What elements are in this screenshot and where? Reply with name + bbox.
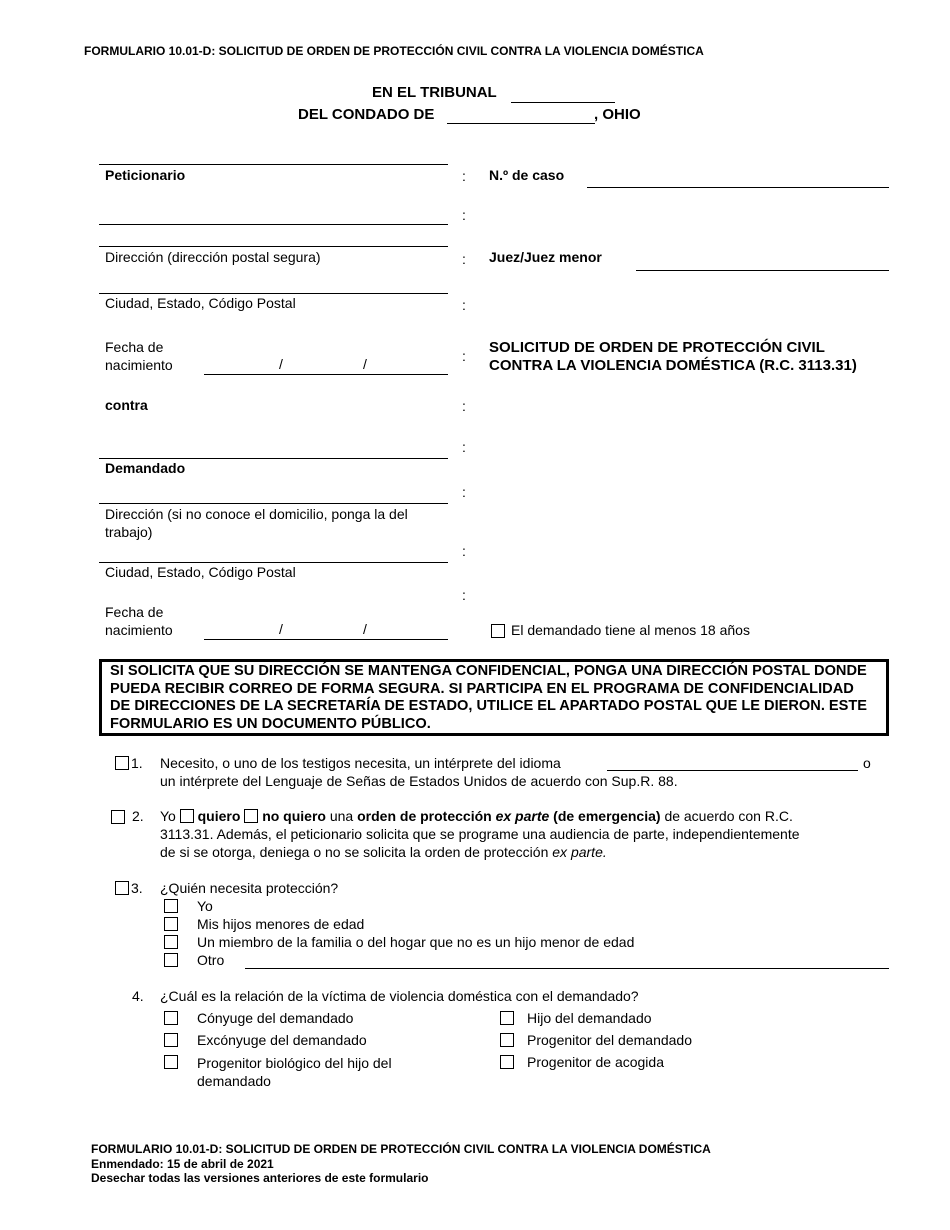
protect-option: Mis hijos menores de edad [197,916,365,932]
petitioner-name-line-2[interactable] [99,224,448,225]
ex-parte-line-3b: ex parte. [552,844,607,860]
footer-discard: Desechar todas las versiones anteriores de este formulario [91,1171,429,1185]
petitioner-name-line[interactable] [99,164,448,165]
petition-title-line-2: CONTRA LA VIOLENCIA DOMÉSTICA (R.C. 3113.31) [489,357,857,374]
protect-option: Yo [197,898,213,914]
date-separator: / [363,621,367,637]
respondent-dob-label-2: nacimiento [105,622,173,638]
colon-separator: : [462,484,466,500]
item-number: 1. [131,755,143,771]
interpreter-text: Necesito, o uno de los testigos necesita, un intérprete del idioma [160,755,561,771]
respondent-city-line[interactable] [99,562,448,563]
not-want-checkbox[interactable] [244,809,258,823]
una-text: una [329,808,354,824]
court-name-field[interactable] [511,102,615,103]
protect-other-checkbox[interactable] [164,953,178,967]
foster-parent-checkbox[interactable] [500,1055,514,1069]
respondent-18-checkbox[interactable] [491,624,505,638]
relationship-option: Excónyuge del demandado [197,1032,367,1048]
order-text: orden de protección [357,808,492,824]
colon-separator: : [462,543,466,559]
interpreter-or: o [863,755,871,771]
petitioner-dob-field[interactable] [204,374,448,375]
colon-separator: : [462,168,466,184]
not-want-label: no quiero [262,808,326,824]
ex-parte-line-1 [160,808,793,824]
relationship-option: Progenitor biológico del hijo del demandado [197,1055,392,1089]
ex-parte-text: ex parte [495,808,550,824]
petition-title-line-1: SOLICITUD DE ORDEN DE PROTECCIÓN CIVIL [489,339,825,356]
colon-separator: : [462,439,466,455]
versus-label: contra [105,397,148,413]
relationship-option: Progenitor de acogida [527,1054,664,1070]
protection-question: ¿Quién necesita protección? [160,880,339,896]
respondent-city-label: Ciudad, Estado, Código Postal [105,564,296,580]
colon-separator: : [462,587,466,603]
emergency-text: (de emergencia) [553,808,661,824]
parent-checkbox[interactable] [500,1033,514,1047]
form-header-title: FORMULARIO 10.01-D: SOLICITUD DE ORDEN DE PROTECCIÓN CIVIL CONTRA LA VIOLENCIA DOMÉSTICA [84,44,704,58]
footer-amended: Enmendado: 15 de abril de 2021 [91,1157,274,1171]
confidentiality-notice: SI SOLICITA QUE SU DIRECCIÓN SE MANTENGA CONFIDENCIAL, PONGA UNA DIRECCIÓN POSTAL DONDE PUEDA RECIBIR CORREO DE FORMA SEGURA. SI PARTICIPA EN EL PROGRAMA DE CONFIDENCIALIDAD DE DIRECCIONES DE LA SECRETARÍA DE ESTADO, UTILICE EL APARTADO POSTAL QUE LE DIERON. ESTE FORMULARIO ES UN DOCUMENTO PÚBLICO. [99,659,889,736]
state-label: , OHIO [594,106,641,123]
spouse-checkbox[interactable] [164,1011,178,1025]
judge-label: Juez/Juez menor [489,249,602,265]
colon-separator: : [462,297,466,313]
petitioner-city-line[interactable] [99,293,448,294]
petitioner-dob-label-1: Fecha de [105,339,164,355]
respondent-name-line[interactable] [99,458,448,459]
bio-parent-checkbox[interactable] [164,1055,178,1069]
colon-separator: : [462,398,466,414]
interpreter-language-field[interactable] [607,770,858,771]
petitioner-address-line[interactable] [99,246,448,247]
yo-text: Yo [160,808,176,824]
want-label: quiero [197,808,241,824]
colon-separator: : [462,207,466,223]
colon-separator: : [462,348,466,364]
interpreter-checkbox[interactable] [115,756,129,770]
respondent-label: Demandado [105,460,186,476]
item-number: 3. [131,880,143,896]
protect-family-checkbox[interactable] [164,935,178,949]
relationship-question: ¿Cuál es la relación de la víctima de violencia doméstica con el demandado? [160,988,639,1004]
date-separator: / [363,356,367,372]
item-number: 2. [132,808,144,824]
protect-option: Un miembro de la familia o del hogar que no es un hijo menor de edad [197,934,635,950]
ex-parte-line-3a: de si se otorga, deniega o no se solicita la orden de protección [160,844,549,860]
date-separator: / [279,621,283,637]
petitioner-address-label: Dirección (dirección postal segura) [105,249,321,265]
court-label: EN EL TRIBUNAL [372,84,497,101]
case-number-label: N.º de caso [489,167,565,183]
county-name-field[interactable] [447,123,595,124]
want-checkbox[interactable] [180,809,194,823]
protect-option: Otro [197,952,225,968]
item-number: 4. [132,988,144,1004]
petitioner-city-label: Ciudad, Estado, Código Postal [105,295,296,311]
footer-form-title: FORMULARIO 10.01-D: SOLICITUD DE ORDEN DE PROTECCIÓN CIVIL CONTRA LA VIOLENCIA DOMÉSTICA [91,1142,711,1156]
respondent-dob-field[interactable] [204,639,448,640]
protection-checkbox[interactable] [115,881,129,895]
rc-text: de acuerdo con R.C. [664,808,793,824]
ex-parte-line-2: 3113.31. Además, el peticionario solicita que se programe una audiencia de parte, independientemente [160,826,800,842]
ex-spouse-checkbox[interactable] [164,1033,178,1047]
petitioner-label: Peticionario [105,167,186,183]
relationship-option: Hijo del demandado [527,1010,652,1026]
child-checkbox[interactable] [500,1011,514,1025]
respondent-dob-label-1: Fecha de [105,604,164,620]
protect-other-field[interactable] [245,968,889,969]
judge-field[interactable] [636,270,889,271]
protect-self-checkbox[interactable] [164,899,178,913]
petitioner-dob-label-2: nacimiento [105,357,173,373]
relationship-option: Progenitor del demandado [527,1032,693,1048]
interpreter-text-2: un intérprete del Lenguaje de Señas de Estados Unidos de acuerdo con Sup.R. 88. [160,773,678,789]
county-label: DEL CONDADO DE [298,106,435,123]
protect-children-checkbox[interactable] [164,917,178,931]
date-separator: / [279,356,283,372]
ex-parte-line-3 [160,844,607,860]
respondent-18-label: El demandado tiene al menos 18 años [511,622,750,638]
respondent-address-line[interactable] [99,503,448,504]
colon-separator: : [462,251,466,267]
respondent-address-label: Dirección (si no conoce el domicilio, ponga la del trabajo) [105,506,408,540]
ex-parte-checkbox[interactable] [111,810,125,824]
case-number-field[interactable] [587,187,889,188]
relationship-option: Cónyuge del demandado [197,1010,354,1026]
